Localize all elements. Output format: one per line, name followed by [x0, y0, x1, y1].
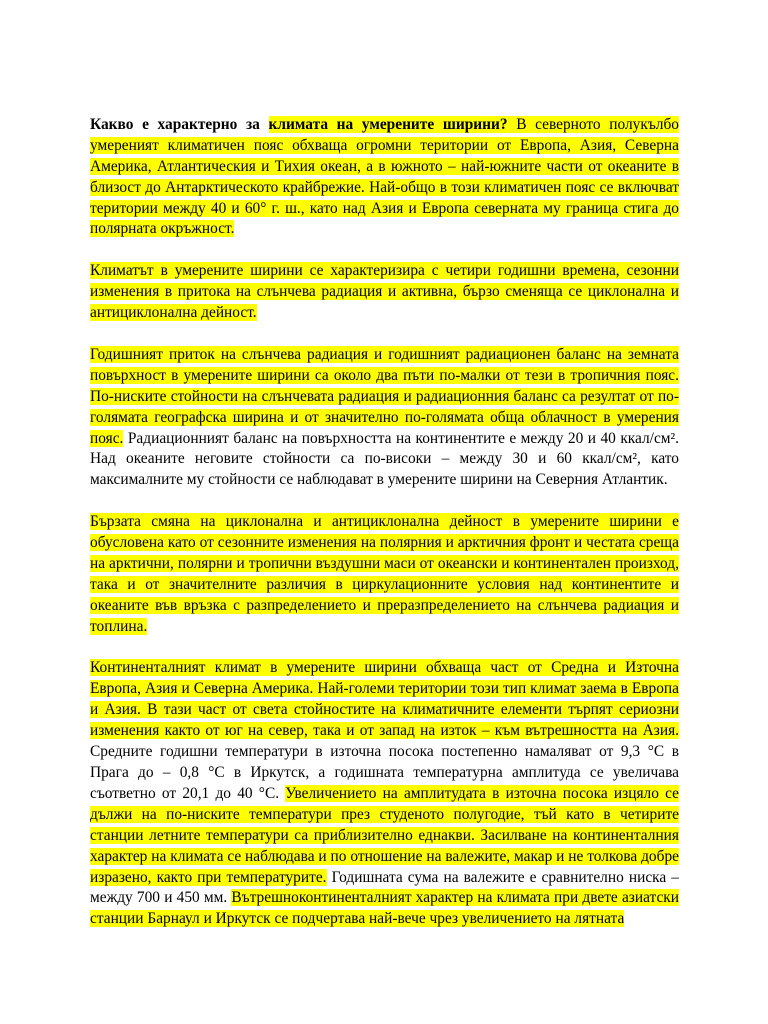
- cyclone-text: Бързата смяна на циклонална и антициклонална дейност в умерените ширини е обусловена като от сезонните изменения на полярния и арктичния фронт и честата среща на арктични, полярни и тропични въздушни маси от океански и континентален произход, така и от значителните различия в циркулационните условия над континентите и океаните във връзка с разпределението и преразпределението на слънчева радиация и топлина.: [90, 513, 679, 635]
- paragraph-2: [90, 240, 679, 324]
- continental-text: Континенталният климат в умерените ширини обхваща част от Средна и Източна Европа, Азия и Северна Америка. Най-големи територии този тип климат заема в Европа и Азия. В тази част от света стойностите на климатичните елементи търпят сериозни изменения както от юг на север, така и от запад на изток – към вътрешността на Азия.: [90, 659, 679, 740]
- radiation-text: Годишният приток на слънчева радиация и годишният радиационен баланс на земната повърхност в умерените ширини са около два пъти по-малки от тези в тропичния пояс. По-ниските стойности на слънчевата радиация и радиационния баланс са резултат от по-голямата географска ширина и от значително по-голямата обща облачност в умерения пояс.: [90, 345, 679, 447]
- amplitude-text: Увеличението на амплитудата в източна посока изцяло се дължи на по-ниските температури през студеното полугодие, тъй като в четирите станции летните температури са приблизително еднакви. Засилване на континенталния характер на климата се наблюдава и по отношение на валежите, макар и не толкова добре изразено, както при температурите.: [90, 784, 679, 886]
- inland-text: Вътрешноконтиненталният характер на климата при двете азиатски станции Барнаул и Иркутск се подчертава най-вече чрез увеличението на лятната: [90, 889, 679, 928]
- paragraph-3: [90, 324, 679, 491]
- temperature-text: Средните годишни температури в източна посока постепенно намаляват от 9,3 °C в Прага до – 0,8 °C в Иркутск, а годишната температурна амплитуда се увеличава съответно от 20,1 до 40 °C.: [90, 743, 679, 802]
- paragraph-1: [90, 94, 679, 240]
- paragraph-5: [90, 638, 679, 931]
- precipitation-text: Годишната сума на валежите е сравнително ниска – между 700 и 450 мм.: [90, 868, 680, 907]
- intro-text: В северното полукълбо умереният климатичен пояс обхваща огромни територии от Европа, Азия, Северна Америка, Атлантическия и Тихия океан, а в южното – най-южните части от океаните в близост до Антарктическото крайбрежие. Най-общо в този климатичен пояс се включват територии между 40 и 60° г. ш., като над Азия и Европа северната му граница стига до полярната окръжност.: [90, 115, 679, 238]
- paragraph-4: [90, 491, 679, 637]
- seasons-text: Климатът в умерените ширини се характеризира с четири годишни времена, сезонни изменения в притока на слънчева радиация и активна, бързо сменяща се циклонална и антициклонална дейност.: [90, 262, 679, 322]
- document-page: [90, 94, 679, 930]
- question-lead: Какво е характерно за: [90, 115, 269, 133]
- question-topic: климата на умерените ширини?: [268, 115, 508, 133]
- radiation-balance-text: Радиационният баланс на повърхността на континентите е между 20 и 40 ккал/см². Над океаните неговите стойности са по-високи – между 30 и 60 ккал/см², като максималните му стойности се наблюдават в умерените ширини на Северния Атлантик.: [90, 429, 679, 489]
